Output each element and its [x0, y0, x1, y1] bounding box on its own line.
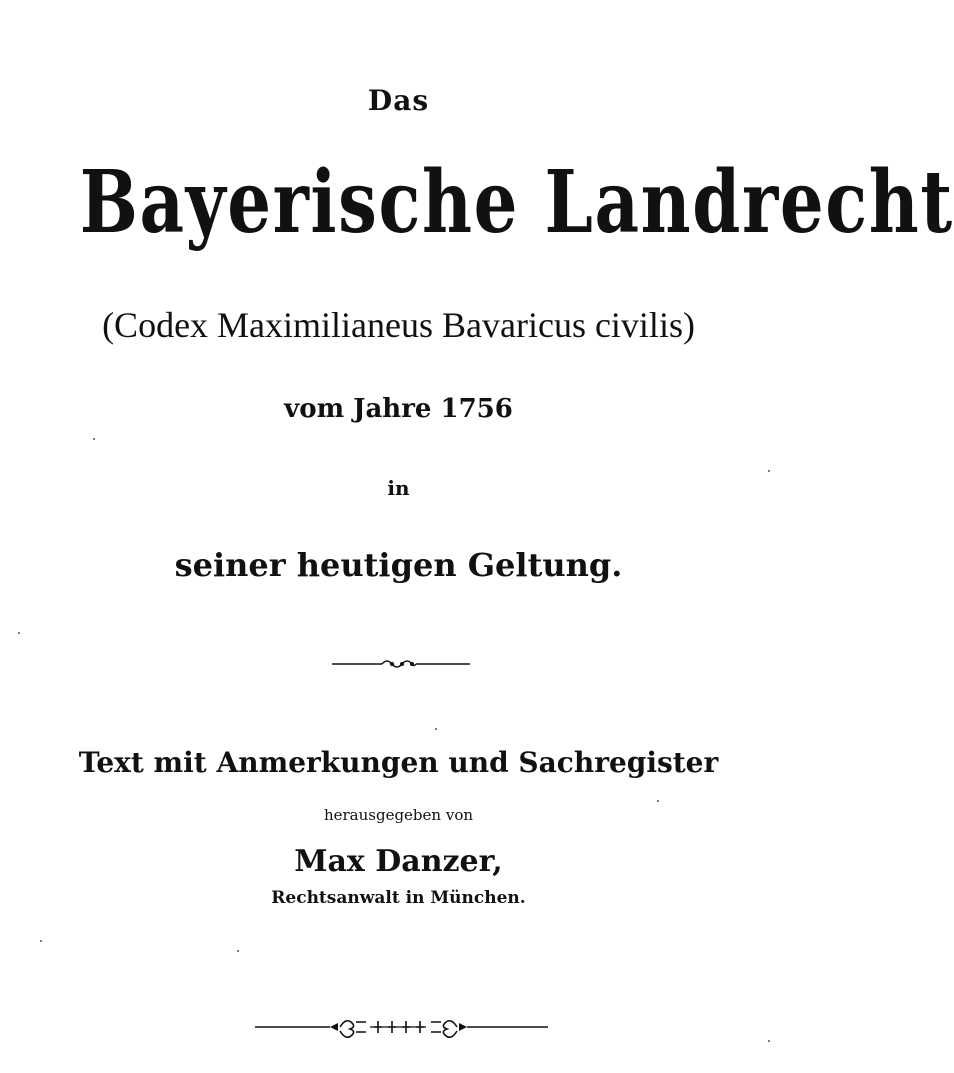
- ornamental-rule-top: [0, 656, 797, 672]
- editor-name: Max Danzer,: [294, 844, 503, 879]
- paper-speck: [18, 632, 20, 634]
- paper-speck: [768, 470, 770, 472]
- year-line: vom Jahre 1756: [284, 394, 513, 424]
- editor-role: Rechtsanwalt in München.: [271, 888, 526, 908]
- paper-speck: [435, 728, 437, 730]
- title-article: Das: [367, 84, 430, 117]
- subtitle: Text mit Anmerkungen und Sachregister: [78, 746, 719, 779]
- main-title: Bayerische Landrecht: [79, 152, 954, 253]
- paper-speck: [40, 940, 42, 942]
- latin-title: (Codex Maximilianeus Bavaricus civilis): [102, 305, 695, 345]
- paper-speck: [657, 800, 659, 802]
- paper-speck: [768, 1040, 770, 1042]
- paper-speck: [237, 950, 239, 952]
- ornamental-rule-bottom: [0, 1014, 797, 1040]
- preposition: in: [387, 476, 410, 500]
- paper-speck: [93, 438, 95, 440]
- editor-label: herausgegeben von: [323, 806, 474, 824]
- validity-line: seiner heutigen Geltung.: [174, 546, 623, 584]
